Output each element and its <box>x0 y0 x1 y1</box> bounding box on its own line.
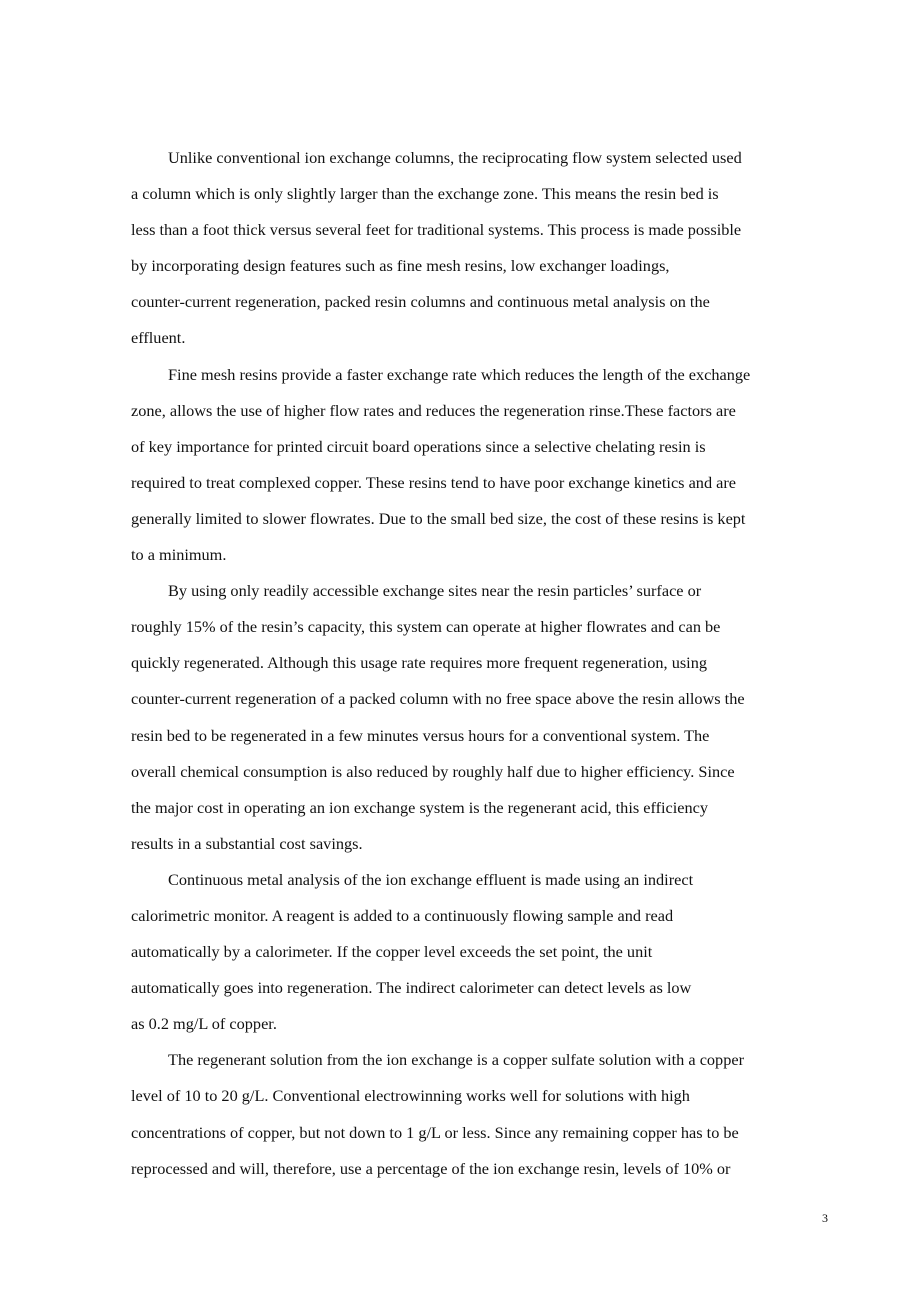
text-line: zone, allows the use of higher flow rates and reduces the regeneration rinse.These factors are <box>131 400 736 420</box>
text-line: a column which is only slightly larger than the exchange zone. This means the resin bed is <box>131 184 719 204</box>
body-text <box>131 140 833 1187</box>
text-line: automatically by a calorimeter. If the copper level exceeds the set point, the unit <box>131 942 653 962</box>
text-line: roughly 15% of the resin’s capacity, this system can operate at higher flowrates and can be <box>131 617 721 637</box>
text-line: effluent. <box>131 328 186 348</box>
text-line: calorimetric monitor. A reagent is added to a continuously flowing sample and read <box>131 905 674 925</box>
text-line: of key importance for printed circuit board operations since a selective chelating resin is <box>131 436 706 456</box>
text-line: Fine mesh resins provide a faster exchange rate which reduces the length of the exchange <box>168 364 751 384</box>
text-line: By using only readily accessible exchange sites near the resin particles’ surface or <box>168 581 702 601</box>
text-line: quickly regenerated. Although this usage rate requires more frequent regeneration, using <box>131 653 707 673</box>
paragraph <box>131 1042 833 1186</box>
text-line: counter-current regeneration of a packed column with no free space above the resin allows the <box>131 689 745 709</box>
paragraph <box>131 357 833 574</box>
paragraph <box>131 573 833 862</box>
text-line: The regenerant solution from the ion exchange is a copper sulfate solution with a copper <box>168 1050 744 1070</box>
text-line: by incorporating design features such as fine mesh resins, low exchanger loadings, <box>131 256 670 276</box>
text-line: resin bed to be regenerated in a few minutes versus hours for a conventional system. The <box>131 725 710 745</box>
text-line: counter-current regeneration, packed resin columns and continuous metal analysis on the <box>131 292 710 312</box>
text-line: concentrations of copper, but not down to 1 g/L or less. Since any remaining copper has to be <box>131 1122 739 1142</box>
text-line: overall chemical consumption is also reduced by roughly half due to higher efficiency. Since <box>131 761 735 781</box>
text-line: required to treat complexed copper. These resins tend to have poor exchange kinetics and are <box>131 472 737 492</box>
paragraph <box>131 140 833 357</box>
text-line: to a minimum. <box>131 545 227 565</box>
text-line: reprocessed and will, therefore, use a percentage of the ion exchange resin, levels of 10% or <box>131 1158 731 1178</box>
text-line: automatically goes into regeneration. The indirect calorimeter can detect levels as low <box>131 978 692 998</box>
text-line: the major cost in operating an ion exchange system is the regenerant acid, this efficiency <box>131 797 709 817</box>
text-line: Unlike conventional ion exchange columns, the reciprocating flow system selected used <box>168 148 742 167</box>
text-line: results in a substantial cost savings. <box>131 833 363 853</box>
text-line: as 0.2 mg/L of copper. <box>131 1014 277 1034</box>
paragraph <box>131 862 833 1042</box>
text-line: less than a foot thick versus several feet for traditional systems. This process is made possible <box>131 220 742 240</box>
text-line: generally limited to slower flowrates. Due to the small bed size, the cost of these resins is kept <box>131 508 746 528</box>
text-line: level of 10 to 20 g/L. Conventional electrowinning works well for solutions with high <box>131 1086 690 1106</box>
text-line: Continuous metal analysis of the ion exchange effluent is made using an indirect <box>168 869 694 889</box>
page-number: 3 <box>822 1211 828 1225</box>
